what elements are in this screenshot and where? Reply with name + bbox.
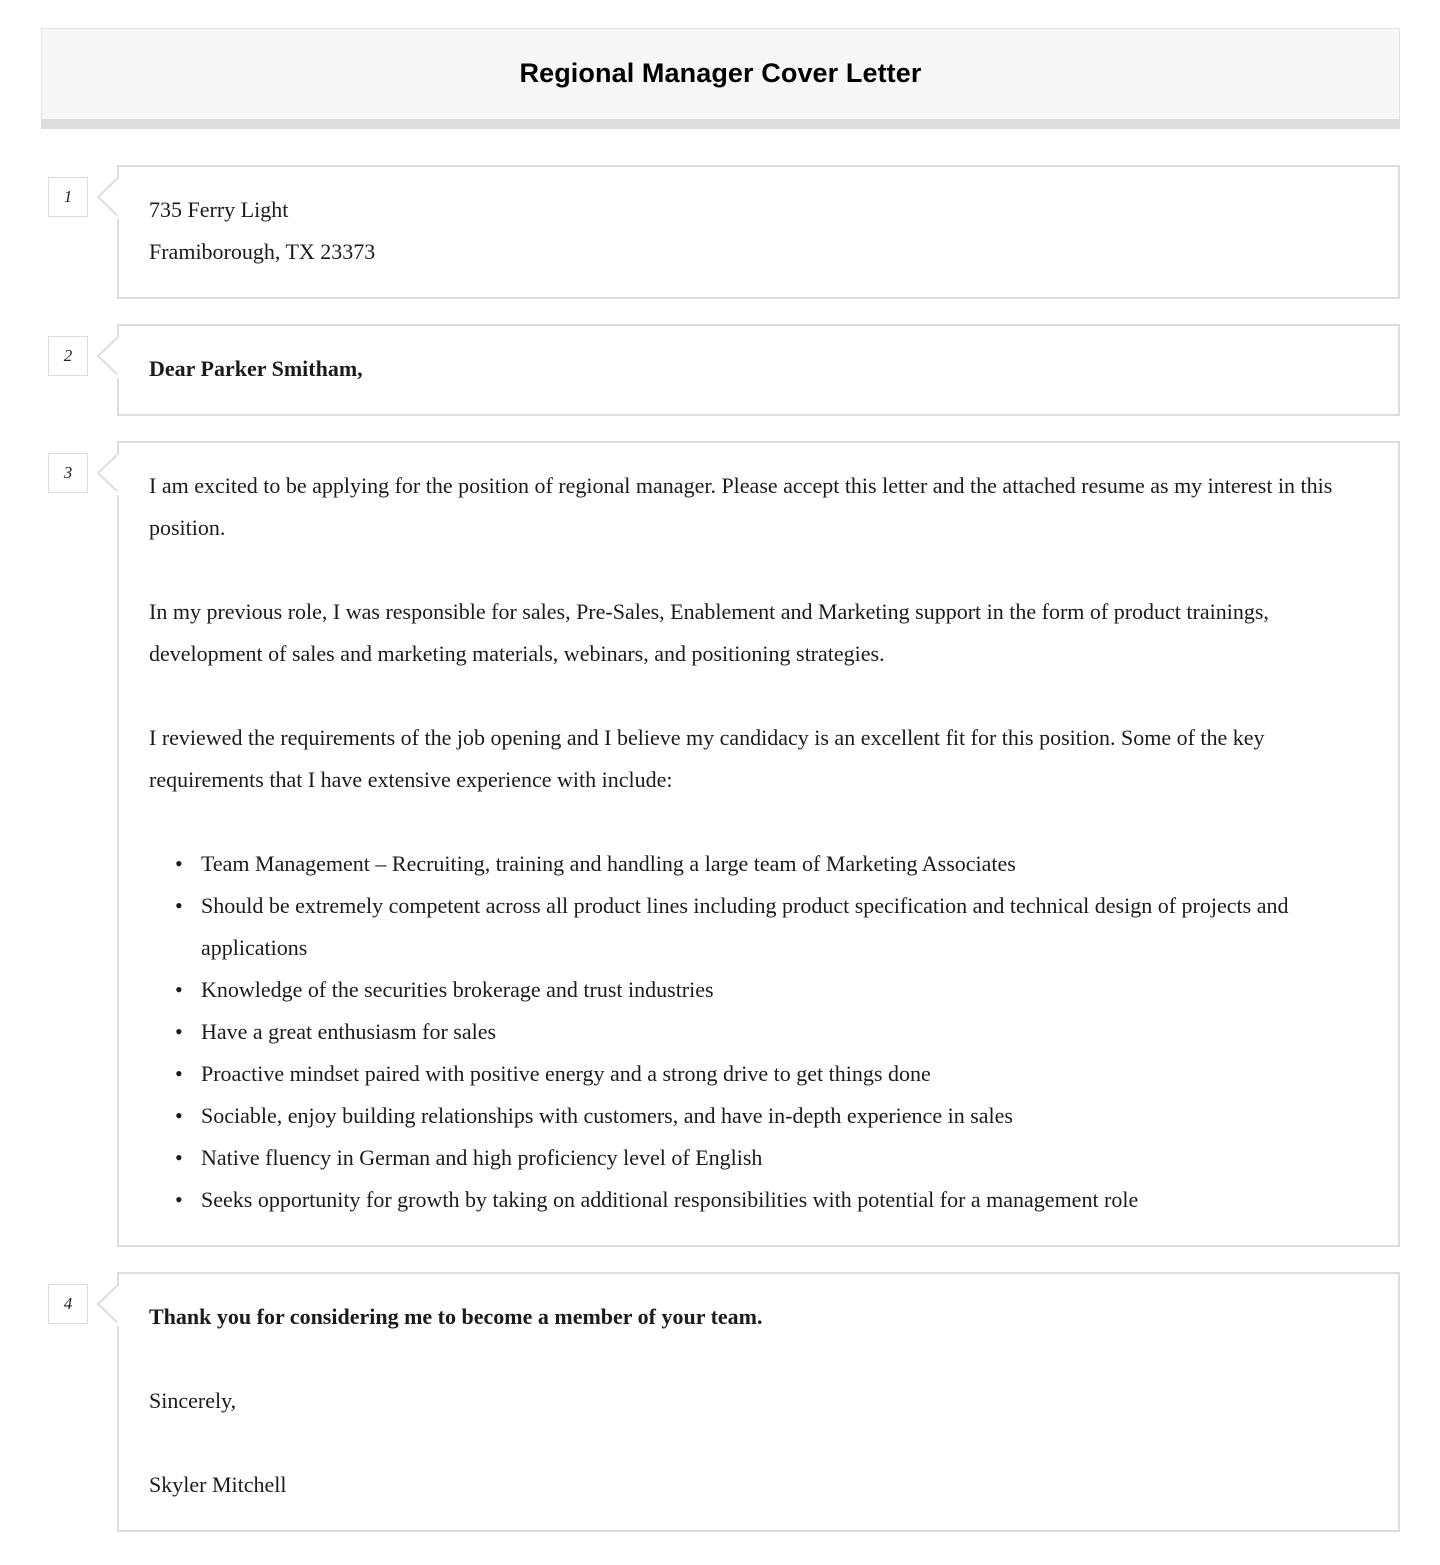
callout-arrow-3 bbox=[96, 453, 118, 493]
requirements-list bbox=[149, 843, 1368, 1221]
notch-mask bbox=[117, 179, 119, 219]
list-item: • Proactive mindset paired with positive energy and a strong drive to get things done bbox=[201, 1053, 1368, 1095]
list-item: • Should be extremely competent across all product lines including product specification and technical design of projects and applications bbox=[201, 885, 1368, 969]
notch-mask bbox=[117, 1286, 119, 1326]
annotation-badge-number: 1 bbox=[63, 187, 73, 207]
closing-signature: Skyler Mitchell bbox=[149, 1472, 287, 1498]
cover-letter-page bbox=[0, 28, 1440, 1532]
list-item: • Sociable, enjoy building relationships with customers, and have in-depth experience in sales bbox=[201, 1095, 1368, 1137]
address-content-box bbox=[117, 165, 1400, 299]
notch-mask bbox=[117, 338, 119, 378]
salutation-text: Dear Parker Smitham, bbox=[149, 356, 363, 382]
address-line-2: Framiborough, TX 23373 bbox=[149, 239, 376, 265]
annotation-badge-2[interactable] bbox=[48, 336, 88, 376]
annotation-badge-number: 4 bbox=[63, 1294, 73, 1314]
page-title: Regional Manager Cover Letter bbox=[519, 58, 922, 88]
notch-mask bbox=[117, 455, 119, 495]
salutation-content-box bbox=[117, 324, 1400, 416]
list-item: • Have a great enthusiasm for sales bbox=[201, 1011, 1368, 1053]
annotation-badge-3[interactable] bbox=[48, 453, 88, 493]
annotation-block-body bbox=[0, 441, 1440, 1247]
annotation-block-closing bbox=[0, 1272, 1440, 1532]
closing-thanks: Thank you for considering me to become a member of your team. bbox=[149, 1304, 763, 1330]
list-item: • Seeks opportunity for growth by taking on additional responsibilities with potential for a management role bbox=[201, 1179, 1368, 1221]
list-item: • Native fluency in German and high proficiency level of English bbox=[201, 1137, 1368, 1179]
body-paragraph-2: In my previous role, I was responsible for sales, Pre-Sales, Enablement and Marketing support in the form of product trainings, development of sales and marketing materials, webinars, and positioning strategies. bbox=[149, 599, 1269, 667]
body-content-box bbox=[117, 441, 1400, 1247]
annotation-block-address bbox=[0, 165, 1440, 299]
annotation-badge-4[interactable] bbox=[48, 1284, 88, 1324]
annotation-badge-number: 2 bbox=[63, 346, 73, 366]
address-line-1: 735 Ferry Light bbox=[149, 197, 289, 223]
callout-arrow-2 bbox=[96, 336, 118, 376]
callout-arrow-4 bbox=[96, 1284, 118, 1324]
closing-content-box bbox=[117, 1272, 1400, 1532]
header-underbar bbox=[41, 119, 1400, 129]
callout-arrow-1 bbox=[96, 177, 118, 217]
body-paragraph-1: I am excited to be applying for the position of regional manager. Please accept this letter and the attached resume as my interest in this position. bbox=[149, 473, 1333, 541]
annotated-blocks bbox=[0, 165, 1440, 1532]
annotation-badge-1[interactable] bbox=[48, 177, 88, 217]
closing-signoff: Sincerely, bbox=[149, 1388, 237, 1414]
list-item: • Knowledge of the securities brokerage and trust industries bbox=[201, 969, 1368, 1011]
list-item: • Team Management – Recruiting, training and handling a large team of Marketing Associates bbox=[201, 843, 1368, 885]
annotation-badge-number: 3 bbox=[63, 463, 73, 483]
annotation-block-salutation bbox=[0, 324, 1440, 416]
document-header bbox=[41, 28, 1400, 129]
header-box bbox=[41, 28, 1400, 119]
body-paragraph-3: I reviewed the requirements of the job opening and I believe my candidacy is an excellent fit for this position. Some of the key requirements that I have extensive experience with include: bbox=[149, 725, 1265, 793]
